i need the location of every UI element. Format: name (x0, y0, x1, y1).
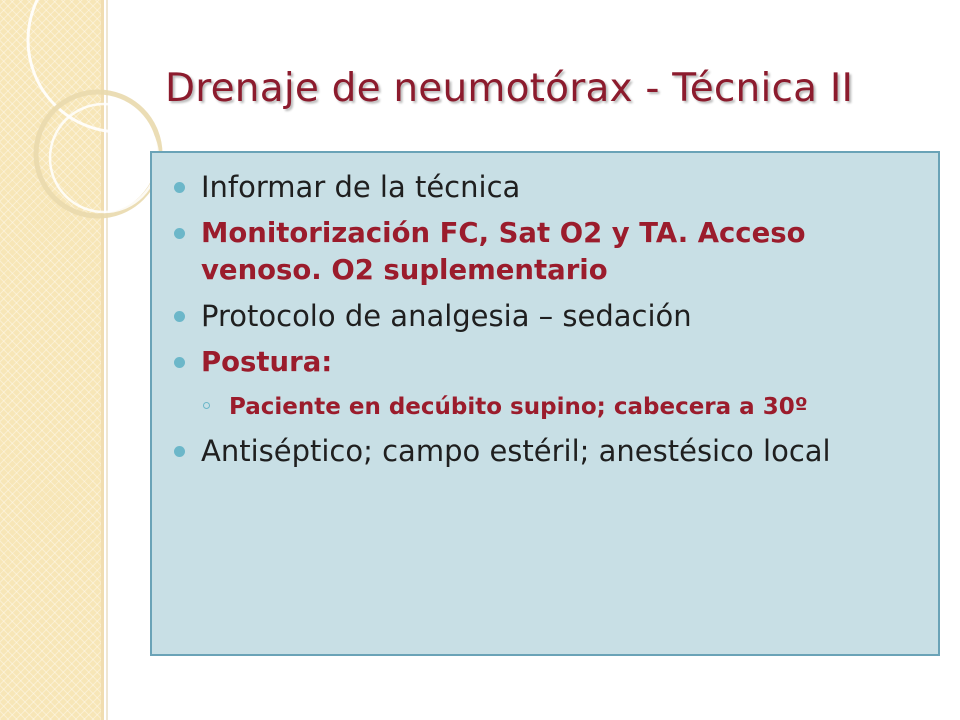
decor-ring-inner (50, 104, 158, 212)
bullet-dot-icon (174, 182, 185, 193)
bullet-text: Protocolo de analgesia – sedación (201, 299, 692, 333)
content-box (150, 151, 940, 656)
bullet-dot-icon (174, 446, 185, 457)
slide-title: Drenaje de neumotórax - Técnica II (165, 66, 854, 111)
bullet-list (174, 169, 898, 470)
bullet-text: Antiséptico; campo estéril; anestésico local (201, 434, 831, 468)
bullet-text: Monitorización FC, Sat O2 y TA. Acceso venoso. O2 suplementario (201, 217, 806, 286)
bullet-item (174, 344, 898, 381)
bullet-text: Informar de la técnica (201, 170, 521, 204)
bullet-item (174, 215, 898, 289)
bullet-item (174, 433, 898, 470)
sub-bullet-item (174, 388, 898, 426)
bullet-item (174, 169, 898, 206)
bullet-dot-icon (174, 357, 185, 368)
sub-bullet-text: Paciente en decúbito supino; cabecera a 30º (229, 394, 808, 420)
bullet-dot-icon (174, 311, 185, 322)
bullet-text: Postura: (201, 346, 333, 378)
bullet-item (174, 298, 898, 335)
bullet-dot-icon (174, 228, 185, 239)
sub-bullet-ring-icon (203, 402, 210, 409)
